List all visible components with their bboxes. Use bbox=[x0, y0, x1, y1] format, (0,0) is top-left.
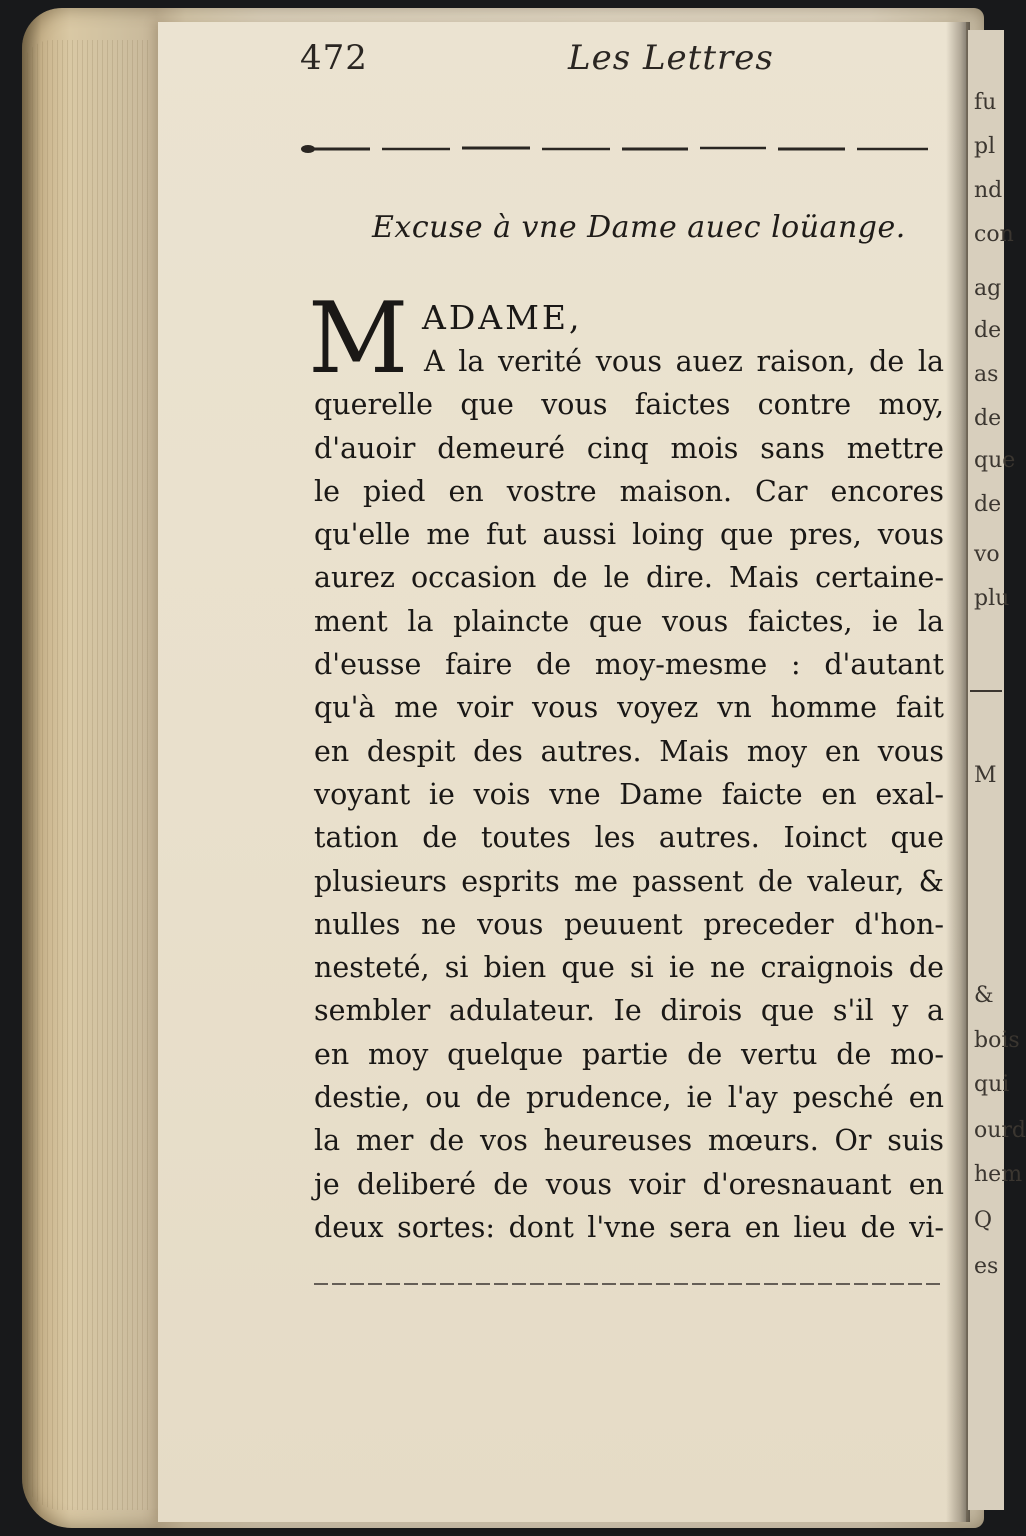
text-line: aurez occasion de le dire. Mais certaine- bbox=[314, 561, 944, 595]
adjacent-rule bbox=[970, 690, 1002, 692]
text-line: en moy quelque partie de vertu de mo- bbox=[314, 1037, 944, 1071]
gutter-shadow bbox=[946, 22, 970, 1522]
text-line: deux sortes: dont l'vne sera en lieu de vi- bbox=[314, 1210, 944, 1244]
letter-body bbox=[314, 340, 944, 1249]
adjacent-fragment: Q bbox=[974, 1208, 993, 1233]
text-line: qu'à me voir vous voyez vn homme fait bbox=[314, 691, 944, 725]
text-line: qu'elle me fut aussi loing que pres, vous bbox=[314, 518, 944, 552]
text-line: tation de toutes les autres. Ioinct que bbox=[314, 821, 944, 855]
adjacent-fragment: & bbox=[974, 983, 994, 1008]
adjacent-fragment: con bbox=[974, 222, 1014, 247]
adjacent-fragment: es bbox=[974, 1254, 999, 1279]
text-line: plusieurs esprits me passent de valeur, & bbox=[314, 864, 944, 898]
adjacent-fragment: de bbox=[974, 318, 1002, 343]
adjacent-fragment: as bbox=[974, 362, 999, 387]
salutation: ADAME, bbox=[422, 298, 583, 337]
text-line: la mer de vos heureuses mœurs. Or suis bbox=[314, 1124, 944, 1158]
text-line: voyant ie vois vne Dame faicte en exal- bbox=[314, 777, 944, 811]
text-line: querelle que vous faictes contre moy, bbox=[314, 388, 944, 422]
adjacent-fragment: plu bbox=[974, 586, 1010, 611]
adjacent-fragment: nd bbox=[974, 178, 1003, 203]
adjacent-fragment: bois bbox=[974, 1028, 1020, 1053]
drop-cap: M bbox=[308, 282, 409, 396]
letter-title: Excuse à vne Dame auec loüange. bbox=[372, 210, 906, 245]
text-line: en despit des autres. Mais moy en vous bbox=[314, 734, 944, 768]
adjacent-fragment: vo bbox=[974, 542, 1000, 567]
page-edges bbox=[22, 40, 152, 1510]
text-line: destie, ou de prudence, ie l'ay pesché en bbox=[314, 1081, 944, 1115]
adjacent-fragment: qui bbox=[974, 1072, 1010, 1097]
text-line: ment la plaincte que vous faictes, ie la bbox=[314, 604, 944, 638]
text-line: nesteté, si bien que si ie ne craignois de bbox=[314, 951, 944, 985]
bottom-rule bbox=[314, 1280, 944, 1288]
adjacent-fragment: hem bbox=[974, 1162, 1023, 1187]
text-line: sembler adulateur. Ie dirois que s'il y a bbox=[314, 994, 944, 1028]
adjacent-fragment: fu bbox=[974, 90, 997, 115]
adjacent-fragment: pl bbox=[974, 134, 996, 159]
adjacent-fragment: de bbox=[974, 492, 1002, 517]
running-title: Les Lettres bbox=[568, 38, 774, 78]
header-ornament-rule bbox=[300, 142, 930, 156]
text-line: le pied en vostre maison. Car encores bbox=[314, 474, 944, 508]
adjacent-fragment: de bbox=[974, 406, 1002, 431]
text-line: A la verité vous auez raison, de la bbox=[424, 345, 944, 378]
text-line: je deliberé de vous voir d'oresnauant en bbox=[314, 1167, 944, 1201]
text-line: d'eusse faire de moy-mesme : d'autant bbox=[314, 648, 944, 682]
adjacent-fragment: que bbox=[974, 448, 1016, 473]
adjacent-fragment: M bbox=[974, 763, 997, 788]
page-number: 472 bbox=[300, 38, 368, 78]
adjacent-page-edge bbox=[968, 30, 1026, 1510]
adjacent-fragment: ourd bbox=[974, 1118, 1026, 1143]
adjacent-fragment: ag bbox=[974, 276, 1002, 301]
text-line: nulles ne vous peuuent preceder d'hon- bbox=[314, 907, 944, 941]
text-line: d'auoir demeuré cinq mois sans mettre bbox=[314, 431, 944, 465]
